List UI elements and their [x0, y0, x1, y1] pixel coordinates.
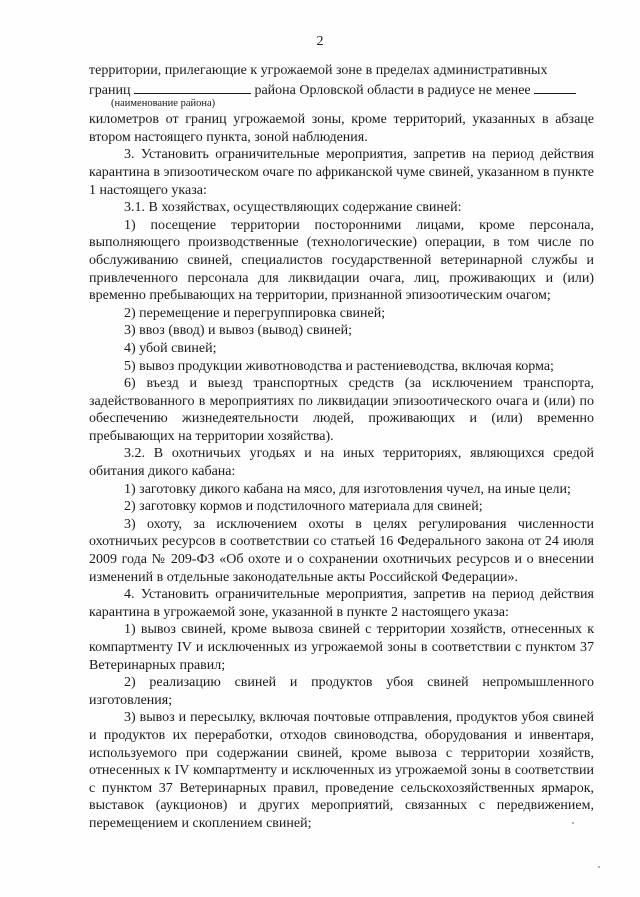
- section-3-2-item: 3) охоту, за исключением охоты в целях регулирования численности охотничьих ресурсов в соответствии со статьей 16 Федерального закона от 24 июля 2009 года № 209-ФЗ «Об охоте и о сохранении охотничьих ресурсов и о внесении изменений в отдельные законодательные акты Российской Федерации».: [89, 516, 594, 585]
- page-number: 2: [316, 34, 324, 49]
- district-caption: (наименование района): [111, 98, 216, 110]
- section-3-1-item: 3) ввоз (ввод) и вывоз (вывод) свиней;: [124, 323, 353, 339]
- intro-district-line: [89, 80, 594, 100]
- document-body: [89, 62, 594, 833]
- section-3-1-item: 2) перемещение и перегруппировка свиней;: [124, 305, 386, 321]
- distance-blank: [534, 80, 576, 94]
- granits-word: границ: [89, 82, 131, 98]
- district-name-blank: [134, 80, 251, 94]
- scan-speck: [598, 866, 600, 868]
- district-text: района Орловской области в радиусе не менее: [254, 82, 531, 98]
- section-4-item: 2) реализацию свиней и продуктов убоя свиней непромышленного изготовления;: [89, 675, 594, 708]
- section-3-heading: 3. Установить ограничительные мероприятия, запретив на период действия карантина в эпизоотическом очаге по африканской чуме свиней, указанном в пункте 1 настоящего указа:: [89, 147, 594, 198]
- section-3-2-item: 1) заготовку дикого кабана на мясо, для изготовления чучел, на иные цели;: [124, 481, 571, 497]
- section-3-2-heading: 3.2. В охотничьих угодьях и на иных территориях, являющихся средой обитания дикого кабана:: [89, 446, 594, 480]
- intro-line-3: километров от границ угрожаемой зоны, кроме территорий, указанных в абзаце втором настоящего пункта, зоной наблюдения.: [89, 112, 594, 145]
- section-3-1-item: 4) убой свиней;: [124, 340, 217, 356]
- section-3-1-item: 6) въезд и выезд транспортных средств (за исключением транспорта, задействованного в мероприятиях по ликвидации эпизоотического очага и (или) по обеспечению жизнедеятельности людей, проживающих и (или) временно пребывающих на территории хозяйства).: [89, 376, 594, 444]
- section-3-2-item: 2) заготовку кормов и подстилочного материала для свиней;: [124, 499, 483, 515]
- section-4-item: 1) вывоз свиней, кроме вывоза свиней с территории хозяйств, отнесенных к компартменту IV и исключенных из угрожаемой зоны в соответствии с пунктом 37 Ветеринарных правил;: [89, 622, 594, 673]
- section-3-1-item: 1) посещение территории посторонними лицами, кроме персонала, выполняющего производственные (технологические) операции, в том числе по обслуживанию свиней, специалистов государственной ветеринарной службы и привлеченного персонала для ликвидации очага, лиц, проживающих и (или) временно пребывающих на территории, признанной эпизоотическим очагом;: [89, 217, 594, 304]
- scan-speck: [572, 822, 574, 824]
- section-4-item: 3) вывоз и пересылку, включая почтовые отправления, продуктов убоя свиней и продуктов их переработки, отходов свиноводства, оборудования и инвентаря, используемого при содержании свиней, кроме вывоза с территории хозяйств, отнесенных к IV компартменту и исключенных из угрожаемой зоны в соответствии с пунктом 37 Ветеринарных правил, проведение сельскохозяйственных ярмарок, выставок (аукционов) и других мероприятий, связанных с передвижением, перемещением и скоплением свиней;: [89, 710, 594, 831]
- section-3-1-heading: 3.1. В хозяйствах, осуществляющих содержание свиней:: [124, 200, 462, 216]
- section-4-heading: 4. Установить ограничительные мероприятия, запретив на период действия карантина в угрожаемой зоне, указанной в пункте 2 настоящего указа:: [89, 587, 594, 620]
- intro-line-1: территории, прилегающие к угрожаемой зоне в пределах административных: [89, 63, 548, 78]
- section-3-1-item: 5) вывоз продукции животноводства и растениеводства, включая корма;: [124, 358, 554, 374]
